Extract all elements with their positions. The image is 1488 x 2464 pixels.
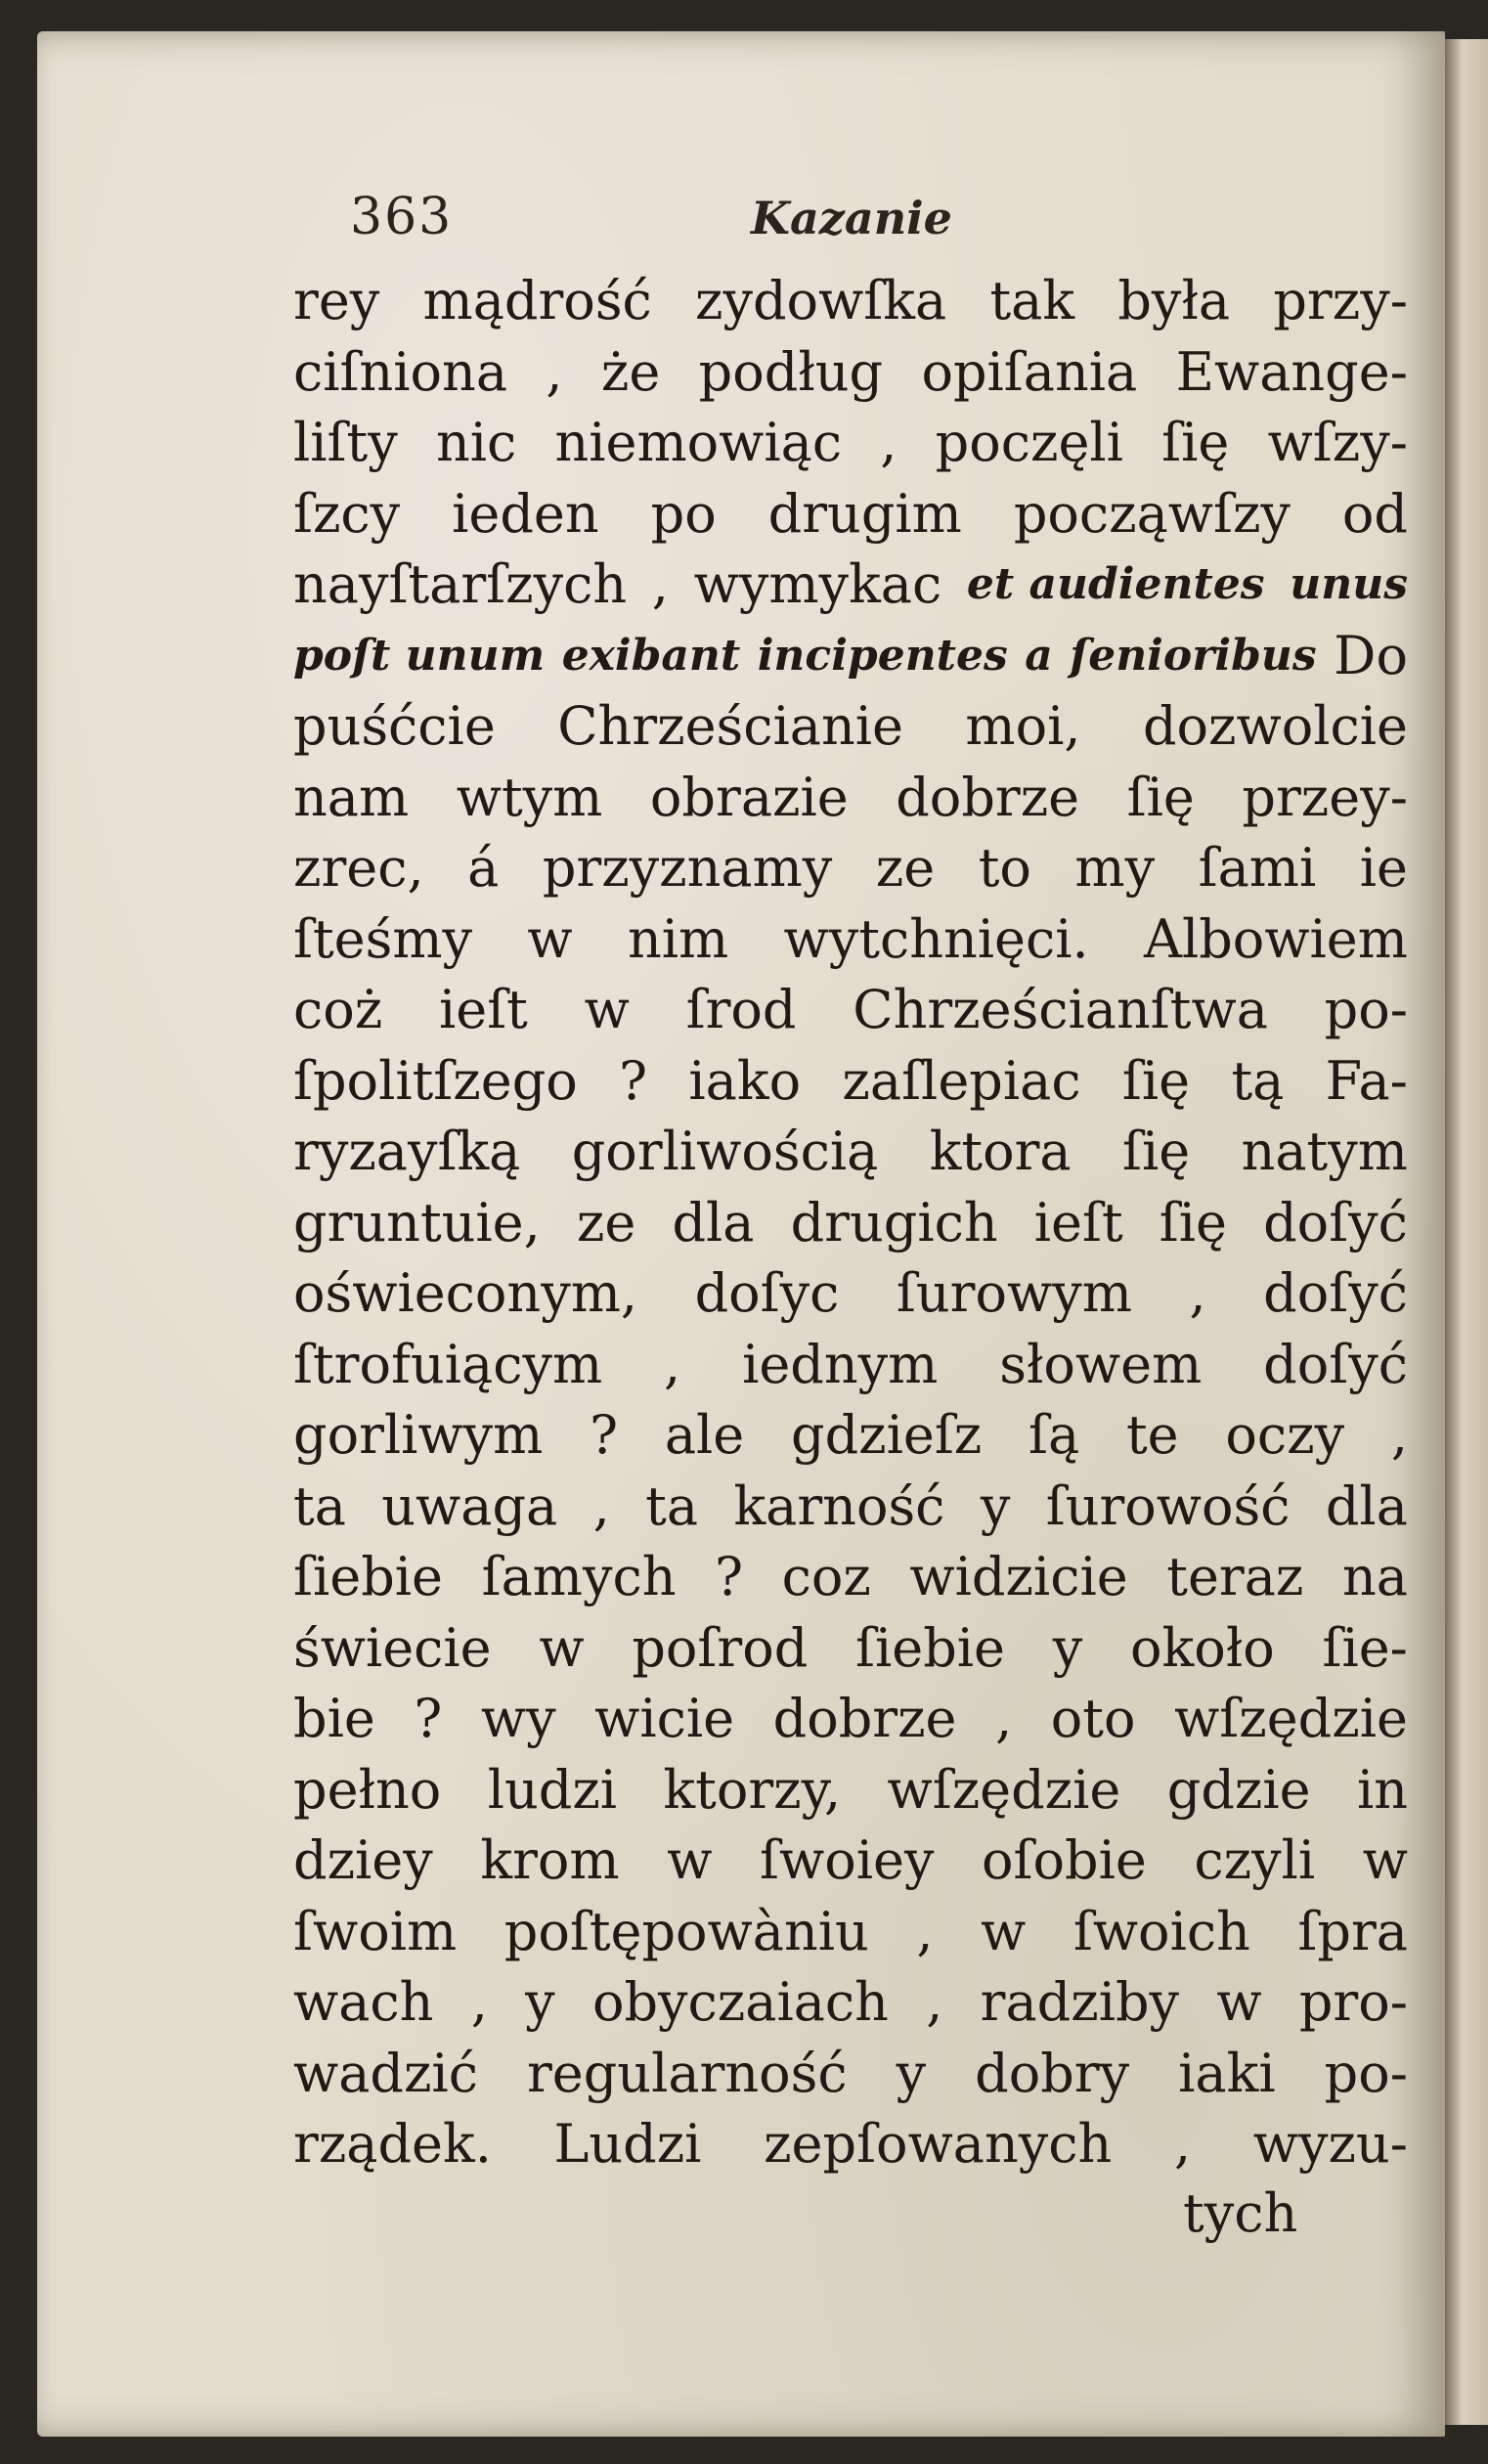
word: po- [1324, 979, 1408, 1040]
word: w [1216, 1971, 1262, 2033]
word: pełno [293, 1758, 442, 1821]
word: ſwoich [1072, 1900, 1250, 1962]
text-line [293, 1755, 1408, 1826]
word: ieſt [438, 979, 528, 1040]
text-line [293, 833, 1408, 904]
word: doſyć [1263, 1333, 1408, 1395]
word: ze [875, 837, 936, 899]
word: teraz [1166, 1546, 1304, 1607]
word: dla [672, 1191, 755, 1254]
word: y [525, 1971, 555, 2033]
word: opiſania [921, 340, 1138, 403]
word: ſiebie [293, 1546, 444, 1607]
word: unus [1290, 559, 1408, 609]
catchword: tych [1183, 2182, 1298, 2244]
word: mądrość [422, 270, 652, 331]
word: wſzy- [1267, 412, 1408, 473]
word: wach [293, 1971, 434, 2033]
word: ciſniona [293, 340, 508, 403]
word: liſty [293, 412, 398, 473]
word: regularność [526, 2042, 848, 2104]
word: drugich [790, 1191, 998, 1254]
word: wſzędzie [887, 1758, 1121, 1821]
word: , [1173, 2113, 1192, 2175]
text-line [293, 621, 1408, 692]
word: ktora [929, 1121, 1072, 1182]
word: ? [715, 1546, 744, 1607]
word: te [1125, 1404, 1179, 1466]
word: , [592, 1474, 610, 1537]
word: w [1362, 1829, 1408, 1891]
word: wymykac [693, 553, 942, 615]
word: puśćcie [293, 695, 496, 757]
word: przy- [1273, 270, 1408, 331]
word: karność [733, 1474, 945, 1537]
word: od [1341, 482, 1408, 545]
word: pro- [1298, 1971, 1408, 2033]
word: iaki [1178, 2042, 1276, 2104]
word: , [995, 1688, 1013, 1749]
word: natym [1241, 1121, 1408, 1182]
word: dobrze [896, 766, 1080, 828]
word: dobrze [772, 1688, 957, 1749]
word: była [1117, 270, 1231, 331]
word: coz [781, 1546, 871, 1607]
word: á [467, 837, 500, 899]
word: wy [480, 1688, 556, 1749]
word: , [470, 1971, 488, 2033]
word: y [896, 2042, 927, 2104]
body-text [293, 266, 1408, 2180]
word: et audientes [966, 559, 1265, 609]
word: Albowiem [1143, 907, 1408, 970]
word: iako [688, 1049, 802, 1112]
word: ieden [452, 482, 599, 545]
word: obyczaiach [591, 1971, 889, 2033]
word: przyznamy [542, 837, 833, 899]
word: wytchnięci. [783, 907, 1089, 970]
word: poſt unum [293, 630, 546, 681]
word: że [600, 340, 661, 403]
word: podług [698, 340, 884, 403]
word: nic [435, 412, 517, 473]
word: na [1341, 1546, 1408, 1607]
word: wicie [594, 1688, 735, 1749]
word: widzicie [909, 1546, 1128, 1607]
word: przey- [1242, 766, 1408, 828]
word: , [880, 412, 897, 473]
word: oto [1050, 1688, 1136, 1749]
text-line [293, 763, 1408, 834]
word: doſyc [694, 1262, 840, 1324]
word: gorliwością [571, 1121, 879, 1182]
text-line [293, 691, 1408, 763]
word: ſzcy [293, 482, 401, 545]
word: ſię [1159, 1191, 1227, 1254]
word: drugim [767, 482, 962, 545]
word: Ludzi [553, 2113, 702, 2175]
text-line [293, 337, 1408, 409]
word: poſrod [632, 1616, 809, 1679]
text-line [293, 1330, 1408, 1401]
word: świecie [293, 1616, 492, 1679]
word: ſię [1122, 1121, 1191, 1182]
page-number: 363 [350, 188, 454, 246]
word: ſię [1161, 412, 1230, 473]
word: , [916, 1900, 934, 1962]
next-page-edge [1445, 39, 1488, 2425]
word: ſię [1121, 1049, 1191, 1112]
text-line [293, 1258, 1408, 1330]
text-line [293, 975, 1408, 1046]
word: zaſlepiac [842, 1049, 1081, 1112]
word: w [667, 1829, 713, 1891]
word: exibant [561, 630, 741, 681]
word: poſtępowàniu [503, 1900, 869, 1962]
word: bie [293, 1688, 375, 1749]
text-line [293, 266, 1408, 337]
word: wadzić [293, 2042, 478, 2104]
text-line [293, 1826, 1408, 1897]
word: Ewange- [1175, 340, 1408, 403]
word: to [978, 837, 1031, 899]
text-line [293, 408, 1408, 479]
word: ryzayſką [293, 1121, 521, 1182]
word: wyzu- [1252, 2113, 1408, 2175]
text-line [293, 2039, 1408, 2110]
word: rey [293, 270, 380, 331]
word: zepſowanych [764, 2113, 1113, 2175]
word: , [1390, 1404, 1408, 1466]
word: ſteśmy [293, 907, 473, 970]
text-line [293, 1472, 1408, 1543]
word: ſtrofuiącym [293, 1333, 603, 1395]
word: gdzieſz [791, 1404, 983, 1466]
word: w [981, 1900, 1027, 1962]
text-line [293, 2109, 1408, 2180]
word: poczęli [935, 412, 1123, 473]
word: oświeconym, [293, 1262, 638, 1324]
word: dozwolcie [1142, 695, 1408, 757]
word: nam [293, 766, 410, 828]
text-line [293, 1046, 1408, 1118]
word: Fa- [1325, 1049, 1408, 1112]
word: dla [1325, 1474, 1408, 1537]
word: dziey [293, 1829, 433, 1891]
word: radziby [980, 1971, 1180, 2033]
word: ſie- [1322, 1616, 1408, 1679]
word: zrec, [293, 837, 424, 899]
word: ſpra [1297, 1900, 1408, 1962]
word: ſwoiey [760, 1829, 935, 1891]
word: , [546, 340, 563, 403]
word: oczy [1225, 1404, 1345, 1466]
word: zydowſka [695, 270, 947, 331]
word: a [1025, 630, 1053, 681]
word: wſzędzie [1174, 1688, 1408, 1749]
word: incipentes [757, 630, 1008, 681]
word: w [584, 979, 630, 1040]
word: ſą [1028, 1404, 1080, 1466]
word: nayſtarſzych [293, 553, 628, 615]
word: po [650, 482, 717, 545]
word: ſpolitſzego [293, 1049, 578, 1112]
word: tą [1231, 1049, 1285, 1112]
text-line [293, 904, 1408, 976]
word: iednym [742, 1333, 939, 1395]
word: ſurowym [896, 1262, 1132, 1324]
word: Chrześcianie [557, 695, 903, 757]
text-line [293, 550, 1408, 621]
word: wtym [456, 766, 603, 828]
word: ſiebie [855, 1616, 1006, 1679]
word: nim [627, 907, 729, 970]
word: ludzi [487, 1758, 618, 1821]
text-line [293, 1188, 1408, 1259]
word: ta [645, 1474, 699, 1537]
word: po- [1324, 2042, 1408, 2104]
word: doſyć [1263, 1191, 1408, 1254]
page-header [37, 188, 1445, 256]
word: ſamych [481, 1546, 677, 1607]
word: słowem [999, 1333, 1203, 1395]
word: ktorzy, [663, 1758, 842, 1821]
word: obrazie [649, 766, 849, 828]
word: ta [293, 1474, 346, 1537]
word: ie [1359, 837, 1408, 899]
book-page [37, 31, 1445, 2437]
word: ſię [1126, 766, 1195, 828]
word: w [527, 907, 573, 970]
word: doſyć [1263, 1262, 1408, 1324]
word: my [1074, 837, 1156, 899]
text-line [293, 1542, 1408, 1613]
text-line [293, 1897, 1408, 1968]
word: krom [480, 1829, 620, 1891]
word: , [651, 553, 669, 615]
text-line [293, 1613, 1408, 1685]
word: w [539, 1616, 585, 1679]
word: czyli [1194, 1829, 1316, 1891]
word: około [1129, 1616, 1275, 1679]
word: uwaga [381, 1474, 558, 1537]
word: rządek. [293, 2113, 492, 2175]
word: ? [414, 1688, 443, 1749]
text-line [293, 1967, 1408, 2039]
word: niemowiąc [554, 412, 843, 473]
word: ? [590, 1404, 619, 1466]
word: począwſzy [1013, 482, 1291, 545]
word: ſwoim [293, 1900, 458, 1962]
word: gruntuie, [293, 1191, 541, 1254]
word: moi, [965, 695, 1081, 757]
word: Chrześcianſtwa [853, 979, 1268, 1040]
word: y [980, 1474, 1011, 1537]
word: ſurowość [1045, 1474, 1291, 1537]
word: tak [989, 270, 1075, 331]
running-head: Kazanie [751, 192, 952, 244]
text-line [293, 479, 1408, 550]
text-line [293, 1684, 1408, 1755]
word: dobry [975, 2042, 1130, 2104]
word: ſami [1198, 837, 1317, 899]
word: in [1356, 1758, 1408, 1821]
word: ale [664, 1404, 745, 1466]
word: , [1189, 1262, 1206, 1324]
text-line [293, 1400, 1408, 1472]
word: ſenioribus [1070, 630, 1317, 681]
word: ieſt [1033, 1191, 1123, 1254]
word: oſobie [982, 1829, 1147, 1891]
word: coż [293, 979, 383, 1040]
word: gorliwym [293, 1404, 544, 1466]
text-line [293, 1117, 1408, 1188]
word: ? [619, 1049, 648, 1112]
word: , [664, 1333, 681, 1395]
word: ze [576, 1191, 636, 1254]
word: , [926, 1971, 943, 2033]
word: ſrod [685, 979, 797, 1040]
word: Do [1334, 624, 1408, 686]
word: gdzie [1166, 1758, 1311, 1821]
word: y [1052, 1616, 1083, 1679]
